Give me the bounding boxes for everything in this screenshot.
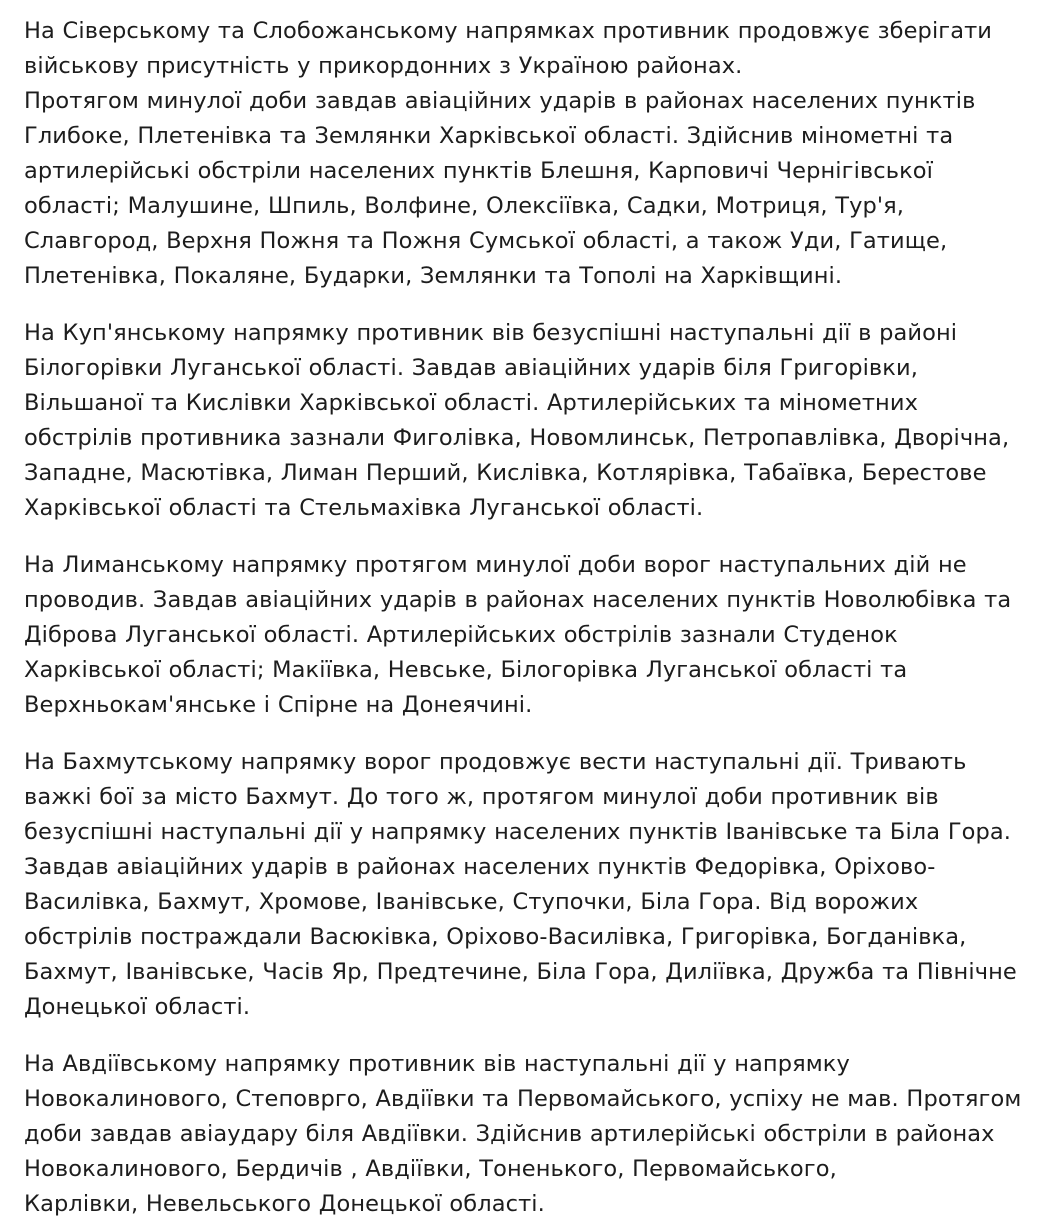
paragraph-avdiivka-continued: Карлівки, Невельського Донецької області.: [24, 1191, 545, 1217]
paragraph-siversk-slobozhansk-details: Протягом минулої доби завдав авіаційних ударів в районах населених пунктів Глибоке, Плетенівка та Землянки Харківської області. Здійснив мінометні та артилерійські обстріли населених пунктів Блешня, Карповичі Чернігівської області; Малушине, Шпиль, Волфине, Олексіївка, Садки, Мотриця, Тур'я, Славгород, Верхня Пожня та Пожня Сумської області, а також Уди, Гатище, Плетенівка, Покаляне, Бударки, Землянки та Тополі на Харківщині.: [24, 88, 976, 289]
paragraph-bakhmut: На Бахмутському напрямку ворог продовжує вести наступальні дії. Тривають важкі бої за місто Бахмут. До того ж, протягом минулої доби противник вів безуспішні наступальні дії у напрямку населених пунктів Іванівське та Біла Гора. Завдав авіаційних ударів в районах населених пунктів Федорівка, Оріхово-Василівка, Бахмут, Хромове, Іванівське, Ступочки, Біла Гора. Від ворожих обстрілів постраждали Васюківка, Оріхово-Василівка, Григорівка, Богданівка, Бахмут, Іванівське, Часів Яр, Предтечине, Біла Гора, Диліївка, Дружба та Північне Донецької області.: [24, 749, 1017, 1020]
paragraph-kupyansk: На Куп'янському напрямку противник вів безуспішні наступальні дії в районі Білогорівки Луганської області. Завдав авіаційних ударів біля Григорівки, Вільшаної та Кислівки Харківської області. Артилерійських та мінометних обстрілів противника зазнали Фиголівка, Новомлинськ, Петропавлівка, Дворічна, Западне, Масютівка, Лиман Перший, Кислівка, Котлярівка, Табаївка, Берестове Харківської області та Стельмахівка Луганської області.: [24, 320, 1010, 521]
paragraph-siversk-slobozhansk: На Сіверському та Слобожанському напрямках противник продовжує зберігати військову присутність у прикордонних з Україною районах.: [24, 18, 993, 79]
paragraph-lyman: На Лиманському напрямку протягом минулої доби ворог наступальних дій не проводив. Завдав авіаційних ударів в районах населених пунктів Новолюбівка та Діброва Луганської області. Артилерійських обстрілів зазнали Студенок Харківської області; Макіївка, Невське, Білогорівка Луганської області та Верхньокам'янське і Спірне на Донеячині.: [24, 552, 1012, 718]
paragraph-avdiivka: На Авдіївському напрямку противник вів наступальні дії у напрямку Новокалинового, Степоврго, Авдіївки та Первомайського, успіху не мав. Протягом доби завдав авіаудару біля Авдіївки. Здійснив артилерійські обстріли в районах Новокалинового, Бердичів , Авдіївки, Тоненького, Первомайського,: [24, 1051, 1022, 1182]
